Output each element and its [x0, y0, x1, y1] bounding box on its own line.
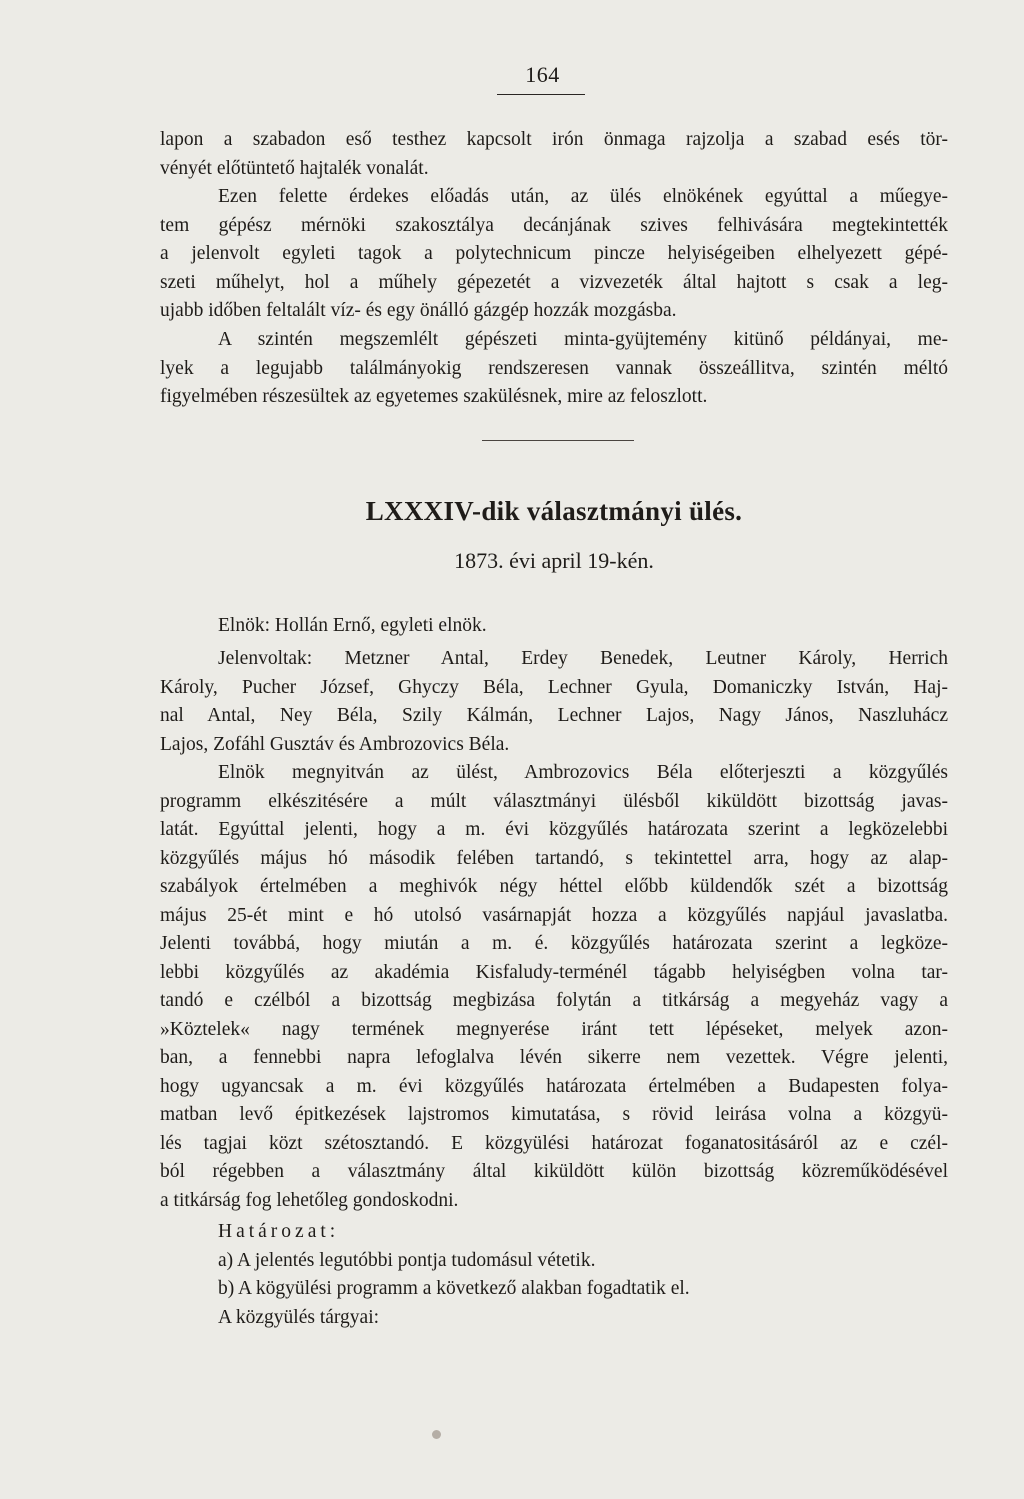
text-line: szabályok értelmében a meghivók négy héttel előbb küldendők szét a bizottság — [160, 876, 948, 897]
text-line: Károly, Pucher József, Ghyczy Béla, Lechner Gyula, Domaniczky István, Haj- — [160, 676, 948, 698]
paper-speck — [432, 1430, 441, 1439]
section-separator — [482, 440, 634, 441]
text-line: Jelenvoltak: Metzner Antal, Erdey Benedek, Leutner Károly, Herrich — [218, 648, 948, 669]
text-line: Elnök megnyitván az ülést, Ambrozovics Béla előterjeszti a közgyűlés — [218, 762, 948, 783]
text-line: ban, a fennebbi napra lefoglalva lévén sikerre nem vezettek. Végre jelenti, — [160, 1047, 948, 1068]
text-line: figyelmében részesültek az egyetemes szakülésnek, mire az feloszlott. — [160, 386, 708, 407]
text-line: »Köztelek« nagy termének megnyerése iránt tett lépéseket, melyek azon- — [160, 1018, 948, 1040]
resolution-item: A közgyülés tárgyai: — [218, 1306, 380, 1328]
text-line: ból régebben a választmány által kiküldött külön bizottság közreműködésével — [160, 1161, 948, 1182]
text-line: szeti műhelyt, hol a műhely gépezetét a vizvezeték által hajtott s csak a leg- — [160, 271, 948, 293]
text-line: tem gépész mérnöki szakosztálya decánjának szives felhivására megtekintették — [160, 214, 948, 236]
text-line: latát. Egyúttal jelenti, hogy a m. évi közgyűlés határozata szerint a legközelebbi — [160, 819, 948, 840]
text-line: lebbi közgyűlés az akadémia Kisfaludy-terménél tágabb helyiségben volna tar- — [160, 961, 948, 983]
text-line: közgyűlés május hó második felében tartandó, s tekintettel arra, hogy az alap- — [160, 847, 948, 869]
resolution-item: a) A jelentés legutóbbi pontja tudomásul vétetik. — [218, 1249, 596, 1271]
paragraph-3 — [160, 326, 948, 412]
text-line: a jelenvolt egyleti tagok a polytechnicum pincze helyiségeiben elhelyezett gépé- — [160, 243, 948, 264]
text-line: a titkárság fog lehetőleg gondoskodni. — [160, 1189, 459, 1211]
text-line: Lajos, Zofáhl Gusztáv és Ambrozovics Béla. — [160, 733, 510, 755]
page-number-rule — [497, 94, 585, 95]
paragraph-2 — [160, 183, 948, 326]
paragraph-1 — [160, 126, 948, 183]
text-line: lapon a szabadon eső testhez kapcsolt irón önmaga rajzolja a szabad esés tör- — [160, 129, 948, 150]
page-number: 164 — [525, 62, 560, 87]
chair-line — [160, 612, 948, 641]
text-line: hogy ugyancsak a m. évi közgyűlés határozata értelmében a Budapesten folya- — [160, 1075, 948, 1097]
text-line: nal Antal, Ney Béla, Szily Kálmán, Lechner Lajos, Nagy János, Naszluhácz — [160, 705, 948, 726]
text-line: A szintén megszemlélt gépészeti minta-gyüjtemény kitünő példányai, me- — [218, 329, 948, 350]
text-line: Elnök: Hollán Ernő, egyleti elnök. — [218, 615, 487, 636]
text-line: programm elkészitésére a múlt választmányi ülésből kiküldött bizottság javas- — [160, 790, 948, 812]
meeting-date: 1873. évi april 19-kén. — [454, 548, 654, 573]
text-line: Jelenti továbbá, hogy miután a m. é. közgyűlés határozata szerint a legköze- — [160, 933, 948, 954]
text-line: matban levő épitkezések lajstromos kimutatása, s rövid leirása volna a közgyü- — [160, 1104, 948, 1125]
text-line: ujabb időben feltalált víz- és egy önálló gázgép hozzák mozgásba. — [160, 300, 677, 321]
resolution-label: Határozat: — [218, 1221, 340, 1242]
text-line: lyek a legujabb találmányokig rendszeresen vannak összeállitva, szintén méltó — [160, 357, 948, 379]
resolution-item: b) A kögyülési programm a következő alakban fogadtatik el. — [218, 1278, 690, 1299]
text-line: tandó e czélból a bizottság megbizása folytán a titkárság a megyeház vagy a — [160, 990, 948, 1011]
text-line: május 25-ét mint e hó utolsó vasárnapját hozza a közgyűlés napjául javaslatba. — [160, 904, 948, 926]
report-paragraph — [160, 759, 948, 1215]
resolution-block — [160, 1218, 948, 1332]
attendees-paragraph — [160, 645, 948, 759]
text-line: vényét előtüntető hajtalék vonalát. — [160, 157, 429, 179]
section-heading: LXXXIV-dik választmányi ülés. — [365, 496, 743, 526]
text-line: lés tagjai közt szétosztandó. E közgyülési határozat foganatositásáról az e czél- — [160, 1132, 948, 1154]
text-line: Ezen felette érdekes előadás után, az ülés elnökének egyúttal a műegye- — [218, 186, 948, 207]
